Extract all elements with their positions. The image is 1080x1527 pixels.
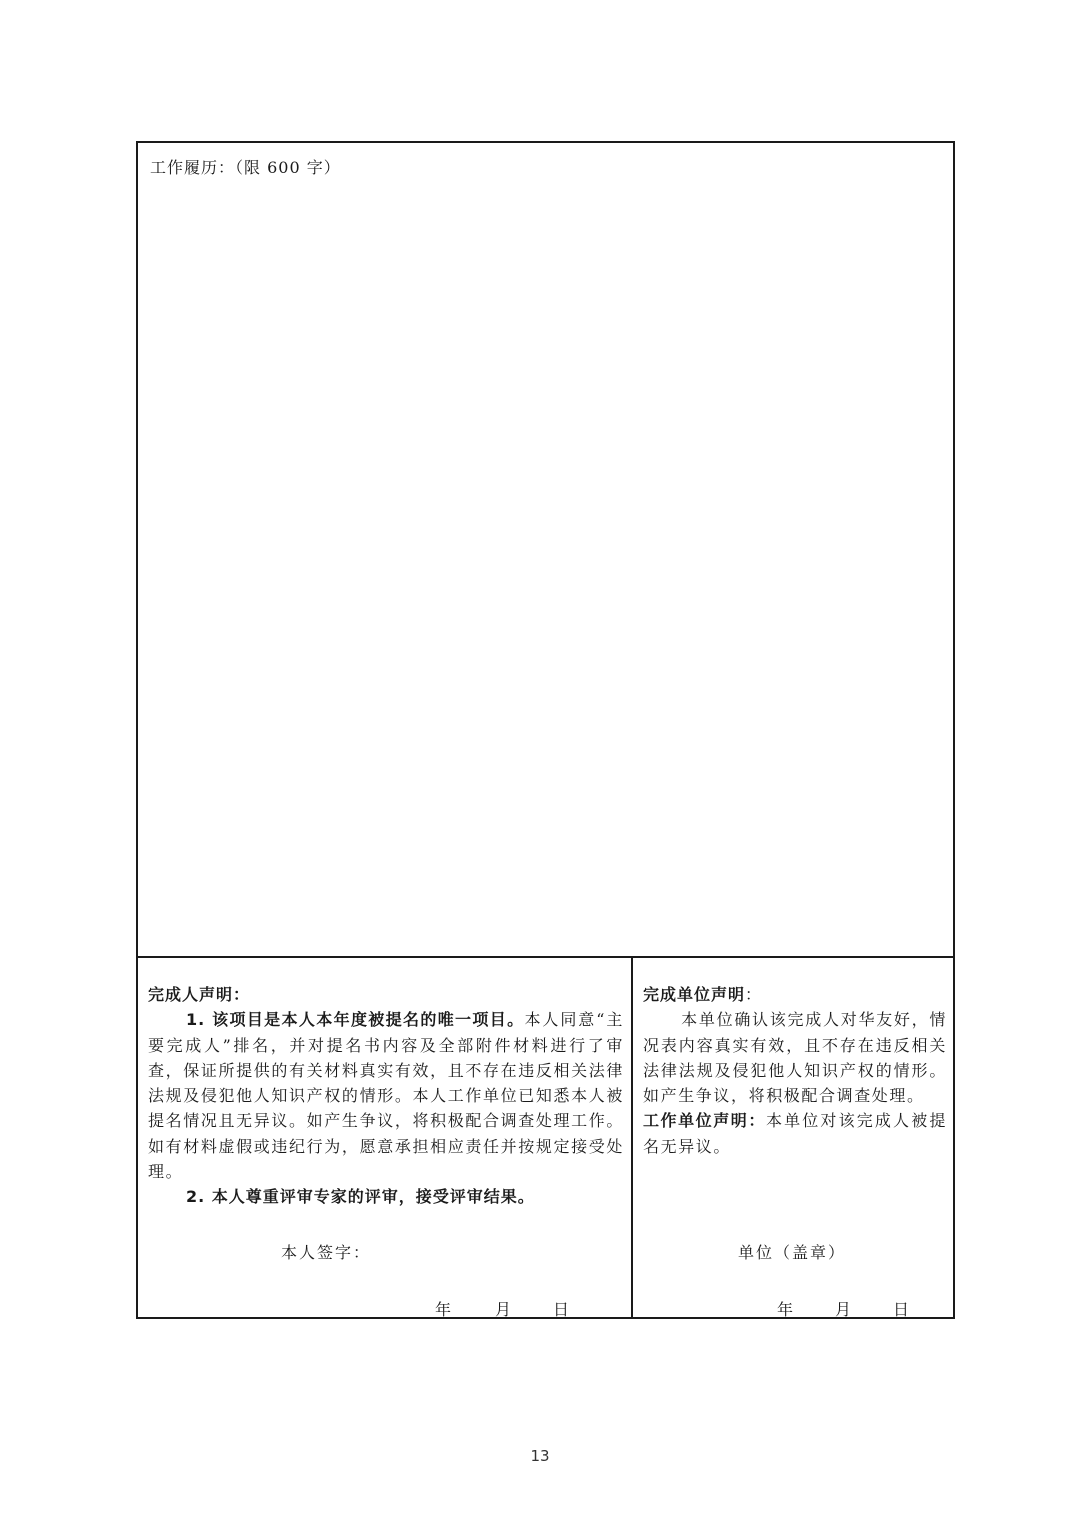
work-history-cell	[138, 143, 953, 958]
completer-declaration-cell	[138, 958, 633, 1319]
completer-declaration-text	[148, 982, 624, 1210]
unit-date-month: 月	[835, 1300, 852, 1319]
work-history-label: 工作履历：（限 600 字）	[150, 158, 341, 177]
unit-seal-label: 单位（盖章）	[738, 1243, 847, 1262]
nomination-form-table	[136, 141, 955, 1319]
completer-date-day: 日	[553, 1300, 570, 1319]
work-unit-declaration-body: 本单位对该完成人被提名无异议。	[643, 1111, 947, 1156]
unit-declaration-cell	[633, 958, 955, 1319]
completer-declaration-item1-bold: 1. 该项目是本人本年度被提名的唯一项目。	[186, 1010, 525, 1030]
unit-date-row	[777, 1297, 909, 1320]
completer-date-row	[435, 1297, 569, 1320]
unit-date-year: 年	[777, 1300, 794, 1319]
unit-date-day: 日	[893, 1300, 910, 1319]
completer-declaration-item1-text: 本人同意“主要完成人”排名，并对提名书内容及全部附件材料进行了审查，保证所提供的有关材料真实有效，且不存在违反相关法律法规及侵犯他人知识产权的情形。本人工作单位已知悉本人被提名情况且无异议。如产生争议，将积极配合调查处理工作。如有材料虚假或违纪行为，愿意承担相应责任并按规定接受处理。	[148, 1010, 624, 1182]
completer-date-year: 年	[435, 1300, 452, 1319]
completer-date-month: 月	[495, 1300, 512, 1319]
unit-declaration-body: 本单位确认该完成人对华友好，情况表内容真实有效，且不存在违反相关法律法规及侵犯他人知识产权的情形。如产生争议，将积极配合调查处理。	[643, 1010, 947, 1106]
completer-declaration-item2: 2. 本人尊重评审专家的评审，接受评审结果。	[186, 1187, 535, 1207]
work-unit-declaration-title: 工作单位声明：	[643, 1111, 766, 1131]
unit-declaration-text: 完成单位声明： 本单位确认该完成人对华友好，情况表内容真实有效，且不存在违反相关法律法规及侵犯他人知识产权的情形。如产生争议，将积极配合调查处理。 工作单位声明：本单位对该完成人被提名无异议。	[643, 985, 947, 1156]
completer-declaration-title: 完成人声明：	[148, 985, 251, 1004]
unit-declaration-title: 完成单位声明	[643, 985, 746, 1004]
page-number: 13	[530, 1447, 550, 1465]
signature-label: 本人签字：	[281, 1243, 372, 1262]
